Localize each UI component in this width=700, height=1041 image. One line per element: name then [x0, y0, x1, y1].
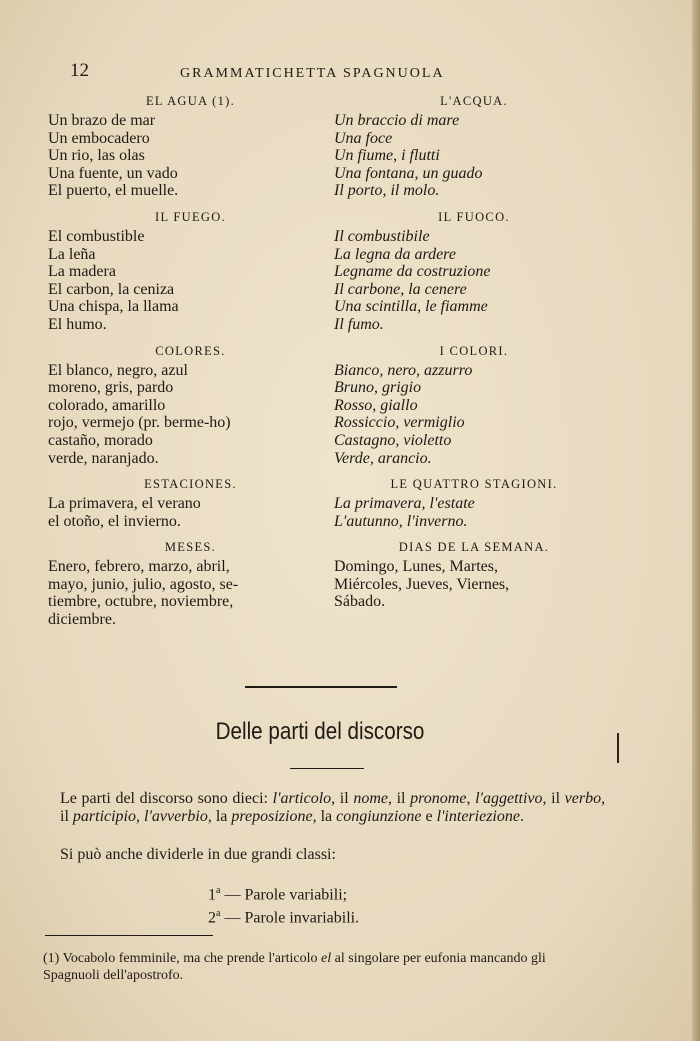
body-paragraph: Le parti del discorso sono dieci: l'articolo, il nome, il pronome, l'aggettivo, il verbo, il participio, l'avverbio, la preposizione, la congiunzione e l'interiezione. [60, 790, 606, 825]
list-item: 1$^a$ — Parole variabili; [208, 885, 348, 904]
running-title: GRAMMATICHETTA SPAGNUOLA [180, 66, 445, 81]
body-sentence: Si può anche dividerle in due grandi classi: [60, 846, 336, 863]
text-line: Il carbone, la cenere [334, 280, 467, 298]
spanish-column [48, 90, 333, 629]
text-line: Un brazo de mar [48, 112, 156, 129]
text-line: Miércoles, Jueves, Viernes, [334, 575, 510, 593]
text-line: mayo, junio, julio, agosto, se- [48, 575, 239, 593]
text-line: La primavera, el verano [48, 495, 201, 513]
section-heading: IL FUEGO. [155, 209, 226, 224]
page-edge [692, 0, 700, 1041]
text-line: rojo, vermejo (pr. berme-ho) [48, 414, 231, 432]
text-line: El humo. [48, 315, 107, 333]
text-line: La leña [48, 245, 96, 263]
text-line: Enero, febrero, marzo, abril, [48, 558, 230, 576]
text-line: Rosso, giallo [334, 396, 418, 414]
text-line: Castagno, violetto [334, 431, 452, 449]
text-line: Il porto, il molo. [334, 182, 440, 200]
text-line: Una chispa, la llama [48, 298, 179, 316]
text-line: La legna da ardere [334, 245, 456, 263]
text-line: El puerto, el muelle. [48, 182, 179, 200]
margin-mark [617, 733, 619, 763]
text-line: Il combustibile [334, 227, 430, 245]
italian-column [334, 90, 614, 611]
text-line: Verde, arancio. [334, 449, 432, 467]
text-line: Una scintilla, le fiamme [334, 298, 488, 316]
text-line: Sábado. [334, 593, 386, 611]
text-line: L'autunno, l'inverno. [334, 512, 468, 530]
text-line: El blanco, negro, azul [48, 361, 188, 379]
text-line: verde, naranjado. [48, 449, 159, 467]
text-line: Un rio, las olas [48, 147, 145, 165]
footnote: (1) Vocabolo femminile, ma che prende l'articolo el al singolare per eufonia mancando gli Spagnuoli dell'apostrofo. [43, 951, 546, 983]
text-line: moreno, gris, pardo [48, 379, 174, 397]
section-title: Delle parti del discorso [215, 718, 425, 745]
text-line: La primavera, l'estate [334, 495, 475, 513]
section-heading: IL FUOCO. [438, 209, 510, 224]
divider-rule [290, 768, 364, 769]
text-line: castaño, morado [48, 431, 153, 449]
text-line: colorado, amarillo [48, 396, 166, 414]
text-line: el otoño, el invierno. [48, 512, 181, 530]
footnote-rule [45, 935, 213, 936]
text-line: Una fontana, un guado [334, 164, 483, 182]
text-line: El combustible [48, 227, 145, 245]
section-heading: I COLORI. [439, 343, 509, 358]
text-line: Domingo, Lunes, Martes, [334, 558, 498, 576]
page-number: 12 [70, 60, 89, 81]
text-line: Un embocadero [48, 129, 150, 147]
text-line: tiembre, octubre, noviembre, [48, 593, 234, 611]
section-heading: COLORES. [155, 343, 226, 358]
word-classes-list [208, 881, 359, 928]
text-line: La madera [48, 263, 116, 281]
section-heading: L'ACQUA. [440, 94, 508, 108]
section-heading: ESTACIONES. [144, 477, 237, 492]
text-line: Legname da costruzione [334, 263, 491, 281]
text-line: Un fiume, i flutti [334, 147, 440, 165]
list-item: 2$^a$ — Parole invariabili. [208, 908, 360, 927]
divider-rule [245, 686, 397, 688]
text-line: El carbon, la ceniza [48, 280, 175, 298]
text-line: Rossiccio, vermiglio [334, 414, 465, 432]
section-heading: DIAS DE LA SEMANA. [398, 540, 550, 555]
text-line: Il fumo. [334, 315, 384, 333]
text-line: Una foce [334, 129, 393, 147]
section-heading: MESES. [164, 540, 217, 555]
text-line: diciembre. [48, 611, 116, 629]
text-line: Bianco, nero, azzurro [334, 361, 473, 379]
text-line: Una fuente, un vado [48, 164, 178, 182]
section-heading: LE QUATTRO STAGIONI. [390, 477, 558, 492]
text-line: Bruno, grigio [334, 379, 422, 397]
text-line: Un braccio di mare [334, 112, 460, 129]
section-heading: EL AGUA (1). [145, 94, 236, 108]
